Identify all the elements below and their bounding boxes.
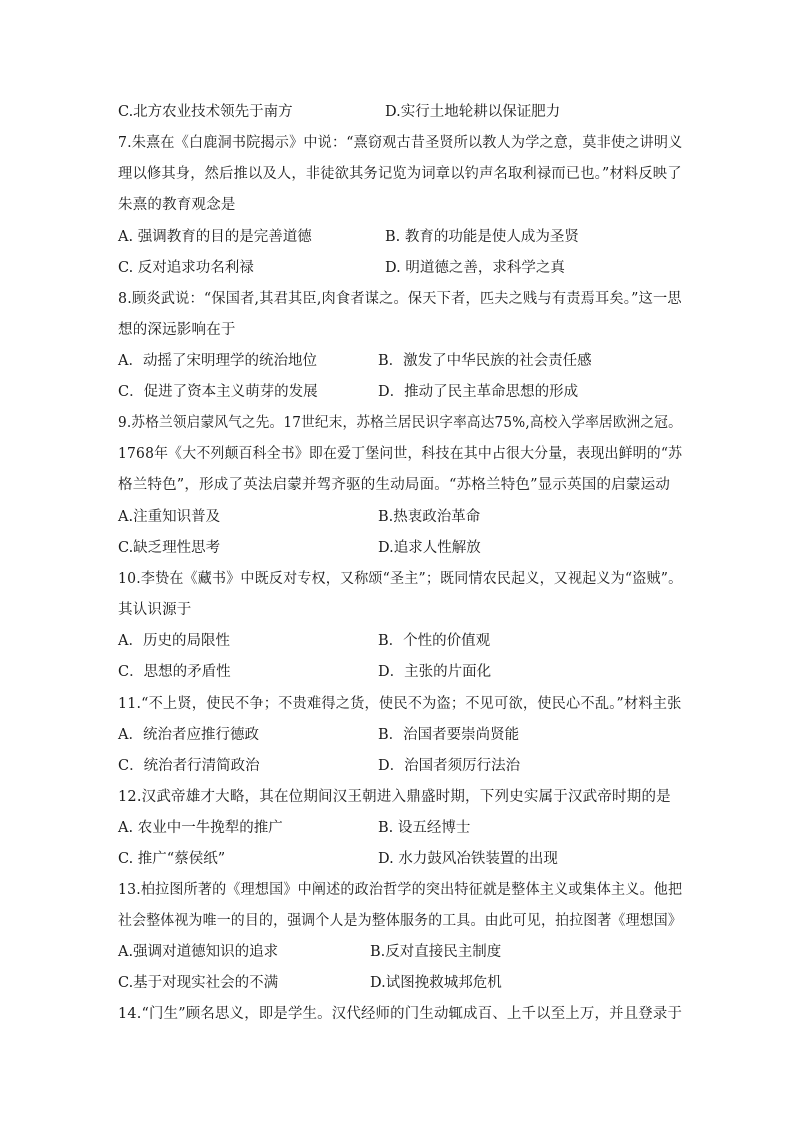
q9-option-b: B.热衷政治革命 xyxy=(378,509,481,525)
q11-stem-line-1: 11.“不上贤，使民不争；不贵难得之货，使民不为盗；不见可欲，使民心不乱。”材料主张 xyxy=(118,696,682,712)
q13-option-b: B.反对直接民主制度 xyxy=(370,944,502,960)
q12-stem-line-1: 12.汉武帝雄才大略，其在位期间汉王朝进入鼎盛时期，下列史实属于汉武帝时期的是 xyxy=(118,789,671,805)
q10-stem-line-2: 其认识源于 xyxy=(118,602,192,618)
q11-option-b: B．治国者要崇尚贤能 xyxy=(378,727,520,743)
q7-stem-line-2: 理以修其身，然后推以及人，非徒欲其务记览为词章以钓声名取利禄而已也。”材料反映了 xyxy=(118,166,682,182)
q7-stem-line-3: 朱熹的教育观念是 xyxy=(118,197,236,213)
q9-stem-line-1: 9.苏格兰领启蒙风气之先。17世纪末，苏格兰居民识字率高达75%,高校入学率居欧洲之冠。 xyxy=(118,415,682,431)
q10-option-b: B．个性的价值观 xyxy=(378,633,491,649)
q7-option-b: B. 教育的功能是使人成为圣贤 xyxy=(385,229,579,245)
q8-option-b: B．激发了中华民族的社会责任感 xyxy=(378,353,592,369)
q9-stem-line-2: 1768年《大不列颠百科全书》即在爱丁堡问世，科技在其中占很大分量，表现出鲜明的“苏 xyxy=(118,446,683,462)
q8-option-d: D．推动了民主革命思想的形成 xyxy=(378,384,579,400)
q9-option-d: D.追求人性解放 xyxy=(378,540,481,556)
q10-option-a: A．历史的局限性 xyxy=(118,633,230,649)
q11-option-d: D．治国者须厉行法治 xyxy=(378,758,521,774)
q14-stem-line-1: 14.“门生”顾名思义，即是学生。汉代经师的门生动辄成百、上千以至上万，并且登录于 xyxy=(118,1006,683,1022)
q13-option-a: A.强调对道德知识的追求 xyxy=(118,944,279,960)
q8-option-a: A．动摇了宋明理学的统治地位 xyxy=(118,353,317,369)
q11-option-a: A．统治者应推行德政 xyxy=(118,727,259,743)
q13-stem-line-1: 13.柏拉图所著的《理想国》中阐述的政治哲学的突出特征就是整体主义或集体主义。他把 xyxy=(118,882,683,898)
q11-option-c: C．统治者行清简政治 xyxy=(118,758,260,774)
q13-stem-line-2: 社会整体视为唯一的目的，强调个人是为整体服务的工具。由此可见，拍拉图著《理想国》 xyxy=(118,913,682,929)
q9-option-a: A.注重知识普及 xyxy=(118,509,221,525)
q12-option-c: C. 推广“蔡侯纸” xyxy=(118,851,226,867)
q9-option-c: C.缺乏理性思考 xyxy=(118,540,221,556)
q10-option-d: D．主张的片面化 xyxy=(378,664,492,680)
q12-option-b: B. 设五经博士 xyxy=(378,820,471,836)
q12-option-a: A. 农业中一牛挽犁的推广 xyxy=(118,820,283,836)
q13-option-d: D.试图挽救城邦危机 xyxy=(370,975,502,991)
q10-option-c: C．思想的矛盾性 xyxy=(118,664,231,680)
q10-stem-line-1: 10.李贽在《藏书》中既反对专权，又称颂“圣主”；既同情农民起义，又视起义为“盗贼”。 xyxy=(118,571,683,587)
q8-stem-line-2: 想的深远影响在于 xyxy=(118,322,236,338)
q9-stem-line-3: 格兰特色”，形成了英法启蒙并驾齐驱的生动局面。“苏格兰特色”显示英国的启蒙运动 xyxy=(118,477,671,493)
q7-option-d: D. 明道德之善，求科学之真 xyxy=(385,260,565,276)
q7-option-c: C. 反对追求功名利禄 xyxy=(118,260,254,276)
q6-option-c: C.北方农业技术领先于南方 xyxy=(118,104,293,120)
q8-option-c: C．促进了资本主义萌芽的发展 xyxy=(118,384,318,400)
q7-option-a: A. 强调教育的目的是完善道德 xyxy=(118,229,312,245)
q7-stem-line-1: 7.朱熹在《白鹿洞书院揭示》中说：“熹窃观古昔圣贤所以教人为学之意，莫非使之讲明义 xyxy=(118,135,683,151)
q6-option-d: D.实行土地轮耕以保证肥力 xyxy=(385,104,561,120)
q13-option-c: C.基于对现实社会的不满 xyxy=(118,975,279,991)
q12-option-d: D. 水力鼓风冶铁装置的出现 xyxy=(378,851,558,867)
q8-stem-line-1: 8.顾炎武说：“保国者,其君其臣,肉食者谋之。保天下者，匹夫之贱与有责焉耳矣。”这一思 xyxy=(118,291,682,307)
